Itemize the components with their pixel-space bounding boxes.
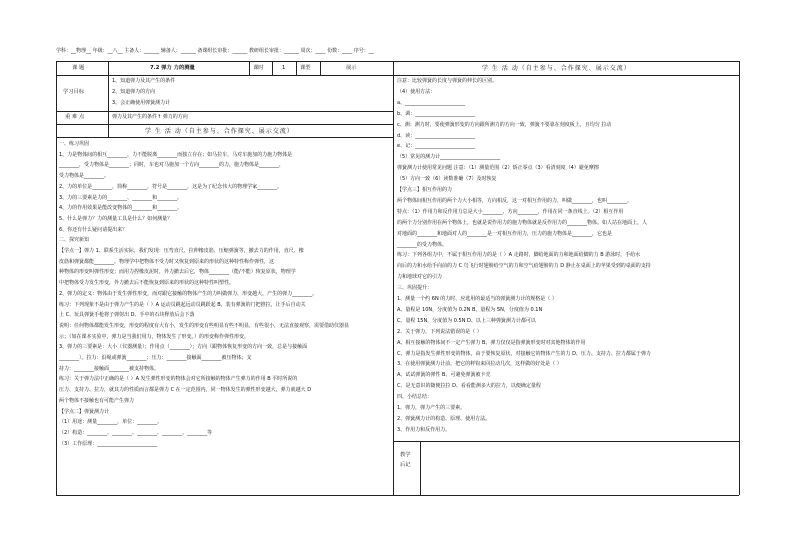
right-line: a、________________________ [397, 99, 466, 106]
right-line: 1、测量一个约 6N 的力时，应选用的最适当的弹簧测力计的规格是（ ） [397, 296, 557, 302]
right-line: 两个物体间相互作用的两个力大小相等，方向相反，这一对相互作用的力，叫做________，也叫________。 [397, 197, 633, 204]
right-line: A、量程是 10N，分度值为 0.2N B、量程为 5N，分度值为 0.1N [397, 306, 543, 313]
left-line: 2、弹力的定义：物体由于发生弹性形变，而对跟它接触的物体产生的力叫做弹力，形变越大，产生的弹力________。 [59, 290, 318, 297]
left-line: 【学点一】弹力 1、联系生活实际，我们发现：压弯直尺、拉伸橡皮筋、压缩弹簧等，撤去力的作用，直尺、橡 [59, 248, 304, 254]
activity-title: 学 生 活 动（自主参与、合作探究、展示交流） [145, 128, 294, 135]
right-line: 特点：（1）作用力和反作用力总是大小________、方向________，作用在同一条直线上。（2）相互作用 [397, 208, 624, 215]
right-line: A、相互接触的物体间不一定产生弹力 B、弹力仅仅是指弹簧形变时对其他物体的作用 [397, 339, 586, 346]
goal-item: 3、会正确使用弹簧测力计 [112, 100, 171, 106]
left-line: 上 C、玩具弹簧手枪将子弹射出 D、手中的石块释放后会下落 [59, 312, 195, 319]
right-line: 2、关于弹力，下列说法错误的是（ ） [397, 328, 482, 335]
right-line: 四、小结总结： [397, 394, 433, 401]
left-line: （2）构造：________、________、________、________、________等 [59, 429, 213, 436]
left-line: 3、弹力的三要素是：大小（仪器测量）；作用点（________）；方向（跟物体恢复形变的方向一致，总是与接触面 [59, 344, 308, 351]
right-line: 对地面的________和地面对人的________是一对相互作用力，压力的施力物体是________，它也是 [397, 230, 613, 237]
type-value: 展示 [346, 65, 357, 71]
left-line: 种物体的形变叫弹性形变；而用力捏橡皮泥时，外力撤去后它，物体________（能/不能）恢复原状，物理学 [59, 269, 296, 276]
right-line: C、是无意识的随便拉拉 D、看看能测多大的拉力，以便确定量程 [397, 383, 541, 390]
course-label: 课 题 [72, 65, 85, 71]
left-line: 练习：下列现象不是由于弹力产生的是（ ）A 运动员跳起远动员跳跃起 B、装有弹簧的门把推拉，让手后自动关 [59, 301, 306, 308]
right-line: A、试试弹簧的弹性 B、可避免弹簧被卡壳 [397, 372, 491, 379]
key-value: 弹力及其产生的条件↑ 弹力的方向 [112, 114, 188, 120]
left-line: 练习：关于弹力法中正确的是（ ）A 发生弹性形变的物体会对它所接触的物体产生弹力的作用 B 平时所说的 [59, 376, 298, 383]
left-line: 5、什么是弹力？力的测量工具是什么？如何测量？ [59, 215, 173, 222]
right-line: 向后的力和水给手向前的力 C 鸟飞行时翅膀给空气的力和空气给翅膀的力 D 静止在桌面上的苹果受到的桌面的支持 [397, 263, 651, 270]
right-line: ________的受力物体。 [397, 241, 448, 248]
right-line: 3、在使用弹簧测力计前，把它的秤钩来回拉动几次，这样做的好处是（ ） [397, 361, 562, 368]
left-line: 中把物体受力发生形变，外力撤去后不能恢复到原来的形状的这种特性叫塑性。 [59, 280, 235, 287]
hours-label: 课时 [253, 65, 264, 71]
left-line: （3）工作原理：________________________ [59, 440, 158, 447]
right-line: 注意：比较弹簧的长度与弹簧的伸长的区别。 [397, 78, 498, 84]
left-line: 示；（如在课本实验中，弹力是当我们用力，物体发生了形变。）的形变称作弹性形变。 [59, 333, 250, 340]
right-line: 1、弹力，弹力产生的三要素。 [397, 405, 466, 411]
right-line: 弹簧测力计使用常见问题 注意：（1）测量范围（2）矫正零点（3）看清刻度（4）避免摩擦 [397, 165, 599, 172]
key-label: 重 难 点 [65, 114, 85, 120]
right-line: 的两个力分别作用在两个物体上，也就是说作用力的施力物体就是反作用力的________物体。如人站在地面上，人 [397, 219, 648, 226]
right-line: d、读：________________________ [397, 132, 476, 139]
right-line: b、调：________________________ [397, 110, 476, 117]
right-line: 3、作用力和反作用力。 [397, 426, 451, 433]
right-line: 力和地球对它的引力 [397, 274, 443, 281]
left-line: 【学点二】弹簧测力计 [59, 408, 110, 415]
right-line: （5）常见的测力计________________________ [397, 154, 501, 161]
right-line: c、测：测力时，要使弹簧形变的方向跟所测力的方向一致，弹簧不要靠在刻度板上，且均匀 拉动 [397, 121, 612, 128]
reflection-label: 后记 [400, 462, 411, 468]
reflection-label: 教学 [400, 452, 411, 458]
left-line: （1）用途：测量________，单位：________。 [59, 419, 163, 426]
right-line: （5）方向一致（6）读数准确（7）及时恢复 [397, 176, 497, 183]
left-line: 1、力是物体间的相互________，力不能脱离________而独立存在；如马拉车，马对车施加的力施力物体是 [59, 151, 293, 158]
left-line: 2、力的单位是________，简称________，符号是________，这是为了纪念伟大的物理学家________。 [59, 183, 283, 190]
left-line: 6、你还有什么疑问请提出来？ [59, 226, 128, 233]
goals-label: 学习目标 [63, 89, 85, 95]
header-line: 学科：__物理__ 年级：__八__ 主备人：______ 辅备人：______ 备课组长审批：______ 教研组长审批：______ 周次：____ 份数：____ 序号：__ [56, 48, 374, 54]
right-line: （4）使用方法： [397, 88, 436, 95]
course-title: 7.2 弹力 力的测量 [150, 65, 195, 71]
left-line: ________）。拉力：沿绳或弹簧________；压力：________接触面________被压物体；支 [59, 355, 252, 361]
right-line: 2、弹簧测力计的构造、原理、使用方法。 [397, 415, 491, 422]
right-header: 学 生 活 动（自主参与、合作探究、展示交流） [482, 65, 631, 72]
left-line: 两个物体不接触也有可能产生弹力 [59, 397, 135, 404]
left-line: 压力、支持力、拉力，就其力的性质而言都是弹力 C 在一定范围内，同一物体发生的弹性形变越大，弹力就越大 D [59, 387, 312, 394]
hours-value: 1 [282, 65, 286, 71]
right-line: C、量程 15N，分度值为 0.5N D、以上三种弹簧测力计都可以 [397, 317, 536, 324]
left-line: ________，受力物体是________；同时，车也对马施加一个方向________的力，施力物体是________， [59, 162, 285, 169]
left-line: 二、探究新知 [59, 237, 90, 244]
left-line: 皮筋和弹簧都能________。物理学中把物体不受力时又恢复到原来的形状的这种特性称作弹性，这 [59, 258, 275, 265]
left-line: 4、力的作用效果是能改变物体的________和________。 [59, 205, 183, 212]
left-line: 一、练习巩固 [59, 141, 90, 147]
left-line: 3、力的三要素是力的________、________和________。 [59, 194, 183, 201]
type-label: 课型 [300, 65, 311, 71]
right-line: 三、巩固提升： [397, 285, 433, 292]
left-line: 受力物体是________。 [59, 173, 110, 180]
left-line: 持力：________接触面________被支持物体。 [59, 365, 160, 372]
right-line: e、记：________________________ [397, 143, 476, 150]
goal-item: 1、知道弹力及其产生的条件 [112, 78, 176, 84]
right-line: 【学点三】相互作用的力 [397, 187, 453, 193]
goal-item: 2、知道弹力的方向 [112, 89, 156, 95]
right-line: 练习：下列各组力中，不属于相互作用力的是（ ）A 走路时，脚给地面的力和地面给脚的力 B 游泳时，手给水 [397, 252, 641, 259]
right-line: C、弹力是指发生弹性形变的物体，由于要恢复原状，对接触它的物体产生的力 D、压力、支持力、拉力都属于弹力 [397, 350, 651, 357]
left-line: 说明：任何物体都能发生形变，形变的程度有大有小，发生的形变有些明显有些不明显，有些很小，无法直接观察，需要借助仪器显 [59, 322, 350, 329]
